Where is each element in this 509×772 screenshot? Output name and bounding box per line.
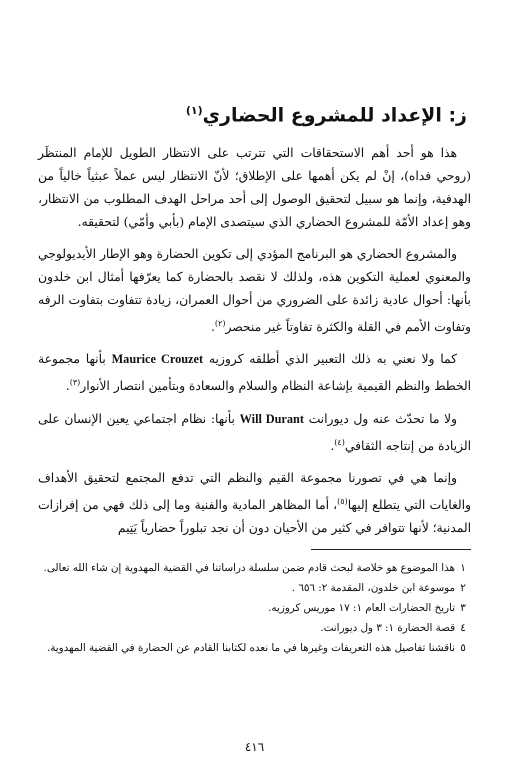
footnote-5	[38, 638, 471, 658]
footnote-text: هذا الموضوع هو خلاصة لبحث قادم ضمن سلسلة دراساتنا في القضية المهدوية إن شاء الله تعالى.	[43, 561, 455, 574]
footnote-ref: (٤)	[334, 437, 345, 447]
footnotes	[38, 558, 471, 658]
footnote-2	[38, 578, 471, 598]
paragraph-end: .	[330, 438, 335, 453]
paragraph-text: والمشروع الحضاري هو البرنامج المؤدي إلى تكوين الحضارة وهو الإطار الأيديولوجي والمعنوي لعملية التكوين هذه، ولذلك لا نقصد بالحضارة كما يعرّفها أمثال ابن خلدون بأنها: أحوال عادية زائدة على الضروري من أحوال العمران، زيادة تتفاوت بتفاوت الرفه وتفاوت الأمم في القلة والكثرة تفاوتاً غير منحصر	[38, 247, 471, 335]
footnote-number: ٤	[460, 621, 466, 634]
footnote-1	[38, 558, 471, 578]
paragraph-text: ، أما المظاهر المادية والفنية وما إلى ذلك فهي من إفرازات المدنية؛ لأنها تتوافر في كثير من الأحيان دون أن نجد تبلوراً حضارياً يَتِيم	[38, 497, 471, 535]
footnote-ref: (٢)	[214, 319, 226, 329]
paragraph-end: .	[65, 379, 70, 394]
paragraph-end: .	[211, 320, 215, 335]
footnote-number: ٢	[460, 581, 466, 594]
paragraph-4	[38, 408, 471, 458]
footnote-ref: (٥)	[337, 496, 348, 506]
paragraph-text: بأنها مجموعة الخطط والنظم القيمية بإشاعة النظام والسلام والسعادة وبتأمين انتصار الأنوار	[38, 352, 471, 394]
paragraph-1	[38, 142, 471, 234]
footnote-3	[38, 598, 471, 618]
footnote-number: ٣	[460, 601, 466, 614]
paragraph-text: هذا هو أحد أهم الاستحقاقات التي تترتب على الانتظار الطويل للإمام المنتظَر (روحي فداه)، إنْ لم يكن أهمها على الإطلاق؛ لأنّ الانتظار ليس عملاً عبثياً خالياً من الهدفية، وإنما هو سبيل لتحقيق الوصول إلى أحد مراحل الهدف المطلوب من الانتظار، وهو إعداد الأمّة للمشروع الحضاري الذي سيتصدى الإمام (بأبي وأمّي) لتحقيقه.	[38, 146, 471, 230]
heading-note-ref: (١)	[185, 104, 203, 117]
latin-name: Maurice Crouzet	[111, 352, 204, 367]
footnote-separator	[311, 549, 471, 550]
paragraph-text: ولا ما تحدّث عنه ول ديورانت	[308, 411, 457, 426]
footnote-ref: (٣)	[69, 378, 81, 388]
paragraph-text: كما ولا نعني به ذلك التعبير الذي أطلقه كروزيه	[208, 352, 457, 367]
paragraph-3	[38, 348, 471, 398]
footnote-number: ٥	[460, 641, 466, 654]
footnote-text: ناقشنا تفاصيل هذه التعريفات وغيرها في ما نعده لكتابنا القادم عن الحضارة في القضية المهدوية.	[47, 641, 455, 654]
paragraph-text: وإنما هي في تصورنا مجموعة القيم والنظم التي تدفع المجتمع لتحقيق الأهداف والغايات التي يتطلع إليها	[38, 470, 471, 512]
paragraph-2	[38, 243, 471, 339]
section-heading	[38, 96, 467, 130]
footnote-text: قصة الحضارة ١: ٣ ول ديورانت.	[320, 621, 455, 634]
footnote-number: ١	[460, 561, 466, 574]
footnote-text: موسوعة ابن خلدون، المقدمة ٢: ٦٥٦ .	[291, 581, 455, 594]
paragraph-text: بأنها: نظام اجتماعي يعين الإنسان على الزيادة من إنتاجه الثقافي	[38, 411, 471, 453]
page-number: ٤١٦	[244, 740, 265, 754]
footnote-4	[38, 618, 471, 638]
latin-name: Will Durant	[239, 411, 304, 426]
footnote-text: تاريخ الحضارات العام ١: ١٧ موريس كروزيه.	[268, 601, 455, 614]
paragraph-5	[38, 467, 471, 540]
heading-text: ز: الإعداد للمشروع الحضاري	[202, 104, 467, 127]
